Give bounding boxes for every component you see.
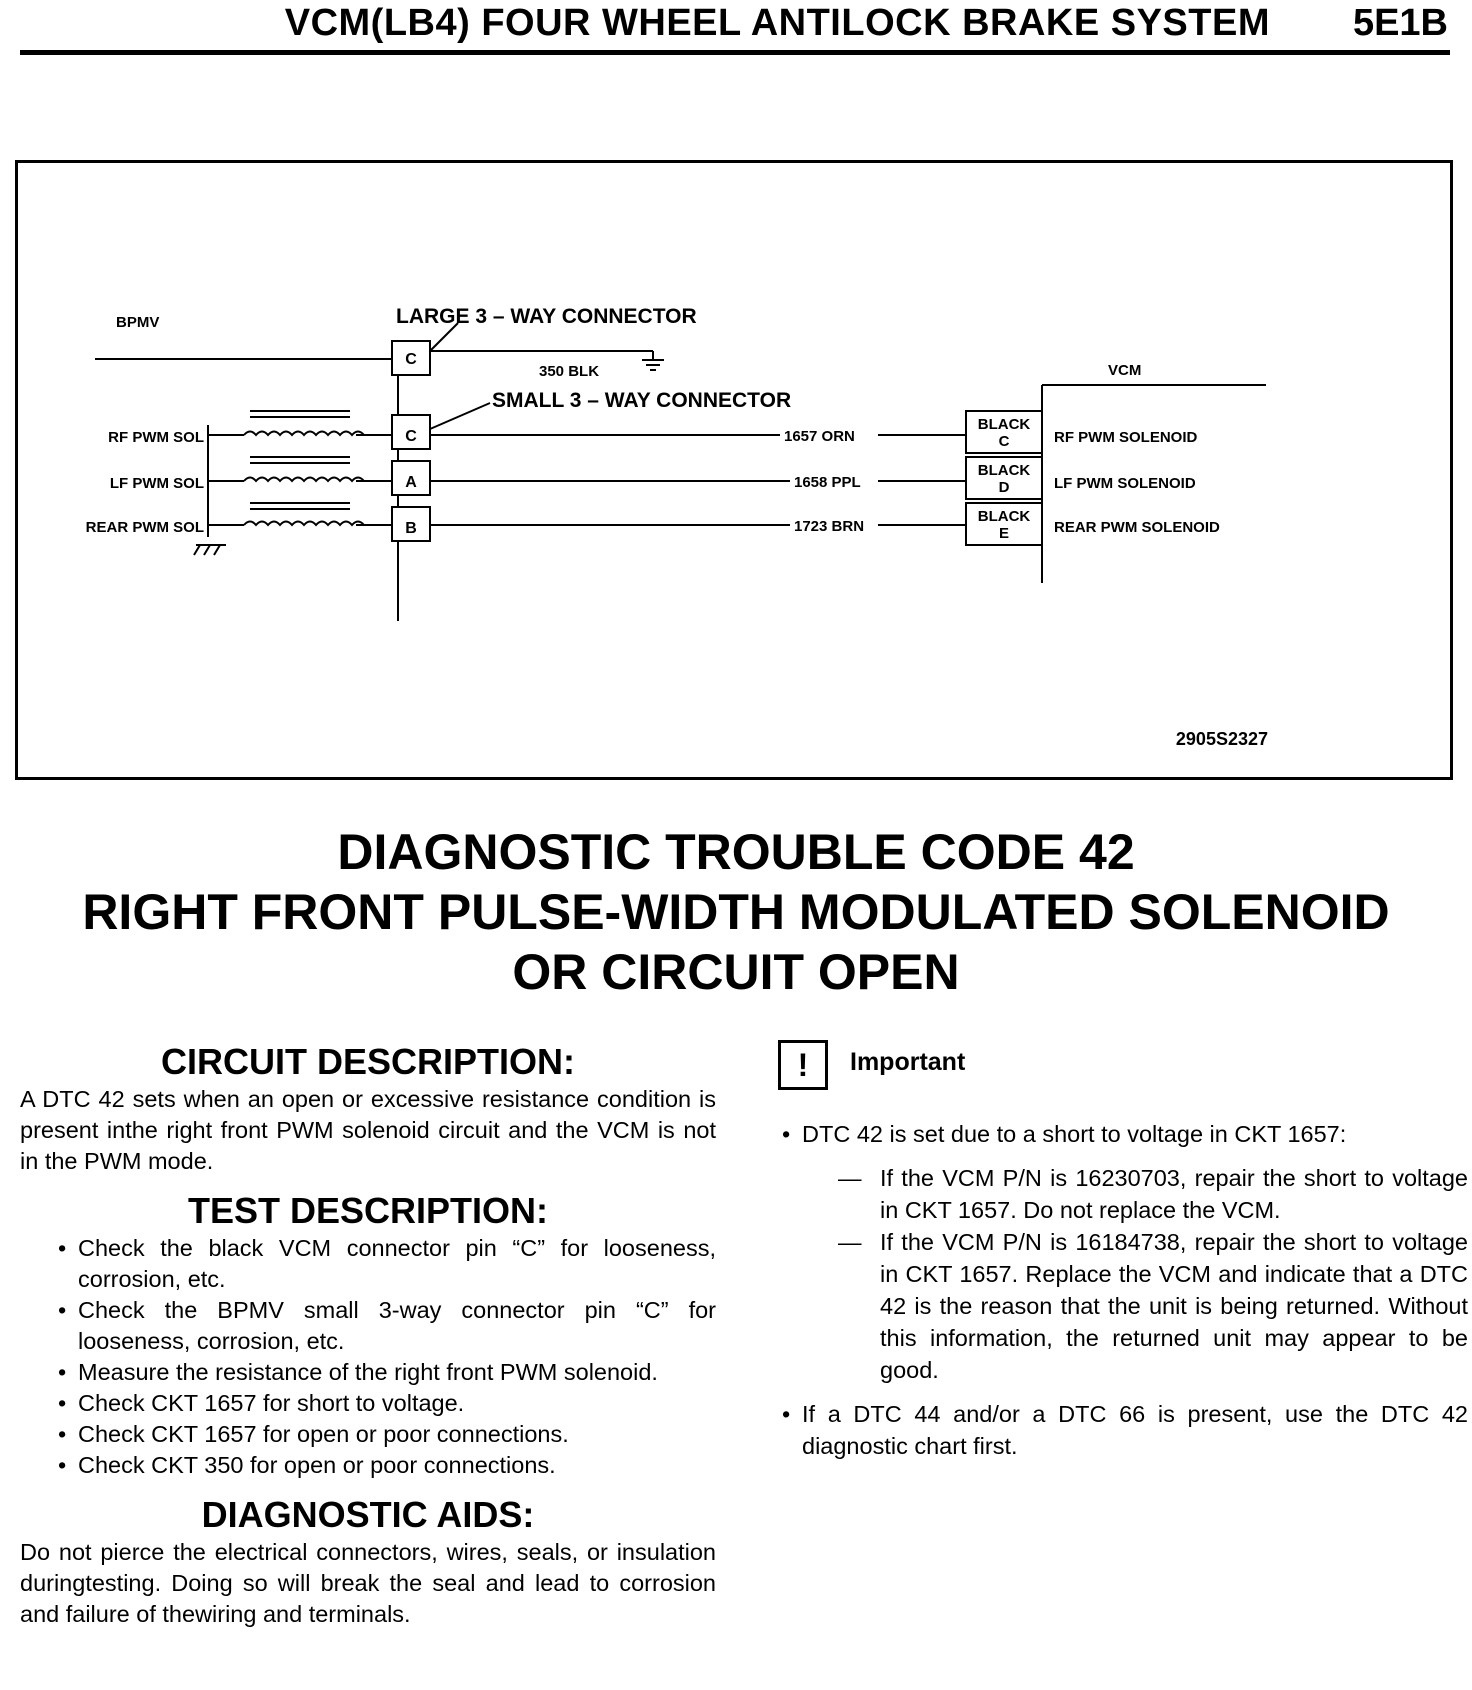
small-connector-label: SMALL 3 – WAY CONNECTOR	[492, 389, 792, 412]
title-line-3: OR CIRCUIT OPEN	[512, 944, 960, 1000]
header-title: VCM(LB4) FOUR WHEEL ANTILOCK BRAKE SYSTEM	[284, 2, 1270, 44]
list-item: • Check CKT 350 for open or poor connections.	[58, 1450, 716, 1481]
lf-pwm-solenoid-label: LF PWM SOLENOID	[1054, 475, 1196, 492]
left-column	[20, 1040, 716, 1630]
test-description-heading: TEST DESCRIPTION:	[187, 1190, 549, 1231]
vcm-pin-e: E	[998, 525, 1010, 542]
vcm-pin-e-color: BLACK	[977, 508, 1031, 525]
diagnostic-aids-heading: DIAGNOSTIC AIDS:	[201, 1494, 535, 1535]
small-pin-a: A	[405, 474, 417, 491]
list-item: • Check the black VCM connector pin “C” for looseness, corrosion, etc.	[58, 1233, 716, 1295]
important-sublist	[838, 1162, 1468, 1386]
list-item: • Check the BPMV small 3-way connector pin “C” for looseness, corrosion, etc.	[58, 1295, 716, 1357]
test-description-list	[58, 1233, 716, 1481]
small-pin-b: B	[405, 520, 417, 537]
diagnostic-aids-text: Do not pierce the electrical connectors, wires, seals, or insulation duringtesting. Doing so will break the seal and lead to corrosion and failure of thewiring and terminals.	[20, 1539, 716, 1627]
wire-1658-label: 1658 PPL	[794, 474, 861, 491]
rear-pwm-sol-label: REAR PWM SOL	[85, 519, 204, 536]
dtc-title	[0, 822, 1472, 1002]
rf-pwm-solenoid-label: RF PWM SOLENOID	[1054, 429, 1198, 446]
title-line-2: RIGHT FRONT PULSE-WIDTH MODULATED SOLENOID	[82, 884, 1390, 940]
header-rule	[20, 50, 1450, 55]
lf-pwm-sol-label: LF PWM SOL	[109, 475, 204, 492]
list-item: • Check CKT 1657 for short to voltage.	[58, 1388, 716, 1419]
vcm-pin-c: C	[998, 433, 1010, 450]
section-code: 5E1B	[1352, 2, 1448, 44]
important-icon: !	[778, 1040, 828, 1090]
list-item: • If a DTC 44 and/or a DTC 66 is present, use the DTC 42 diagnostic chart first.	[778, 1398, 1468, 1462]
right-column	[778, 1040, 1468, 1462]
wire-1723-label: 1723 BRN	[794, 518, 865, 535]
list-item: — If the VCM P/N is 16230703, repair the short to voltage in CKT 1657. Do not replace the VCM.	[838, 1162, 1468, 1226]
list-item	[778, 1118, 1468, 1386]
vcm-pin-d: D	[998, 479, 1010, 496]
title-line-1: DIAGNOSTIC TROUBLE CODE 42	[337, 824, 1135, 880]
wiring-diagram	[15, 160, 1453, 780]
page-header	[20, 0, 1450, 46]
large-pin-label: C	[405, 351, 417, 368]
list-item: • Measure the resistance of the right front PWM solenoid.	[58, 1357, 716, 1388]
vcm-pin-c-color: BLACK	[977, 416, 1031, 433]
figure-id: 2905S2327	[1175, 729, 1268, 749]
bpmv-label: BPMV	[116, 314, 160, 331]
circuit-description-heading: CIRCUIT DESCRIPTION:	[161, 1041, 575, 1082]
large-connector-label: LARGE 3 – WAY CONNECTOR	[396, 305, 697, 328]
important-bullet-1: DTC 42 is set due to a short to voltage in CKT 1657:	[802, 1121, 1347, 1147]
vcm-pin-d-color: BLACK	[977, 462, 1031, 479]
small-pin-c: C	[405, 428, 417, 445]
important-list	[778, 1118, 1468, 1462]
important-label: Important	[850, 1048, 966, 1076]
circuit-description-text: A DTC 42 sets when an open or excessive resistance condition is present inthe right front PWM solenoid circuit and the VCM is not in the PWM mode.	[20, 1086, 716, 1174]
wiring-schematic	[18, 163, 1450, 777]
wire-1657-label: 1657 ORN	[784, 428, 855, 445]
list-item: — If the VCM P/N is 16184738, repair the short to voltage in CKT 1657. Replace the VCM and indicate that a DTC 42 is the reason that the unit is being returned. Without this information, the returned unit may appear to be good.	[838, 1226, 1468, 1386]
ground-wire-label: 350 BLK	[539, 363, 600, 380]
vcm-label: VCM	[1108, 362, 1142, 379]
rf-pwm-sol-label: RF PWM SOL	[108, 429, 204, 446]
list-item: • Check CKT 1657 for open or poor connections.	[58, 1419, 716, 1450]
rear-pwm-solenoid-label: REAR PWM SOLENOID	[1054, 519, 1220, 536]
